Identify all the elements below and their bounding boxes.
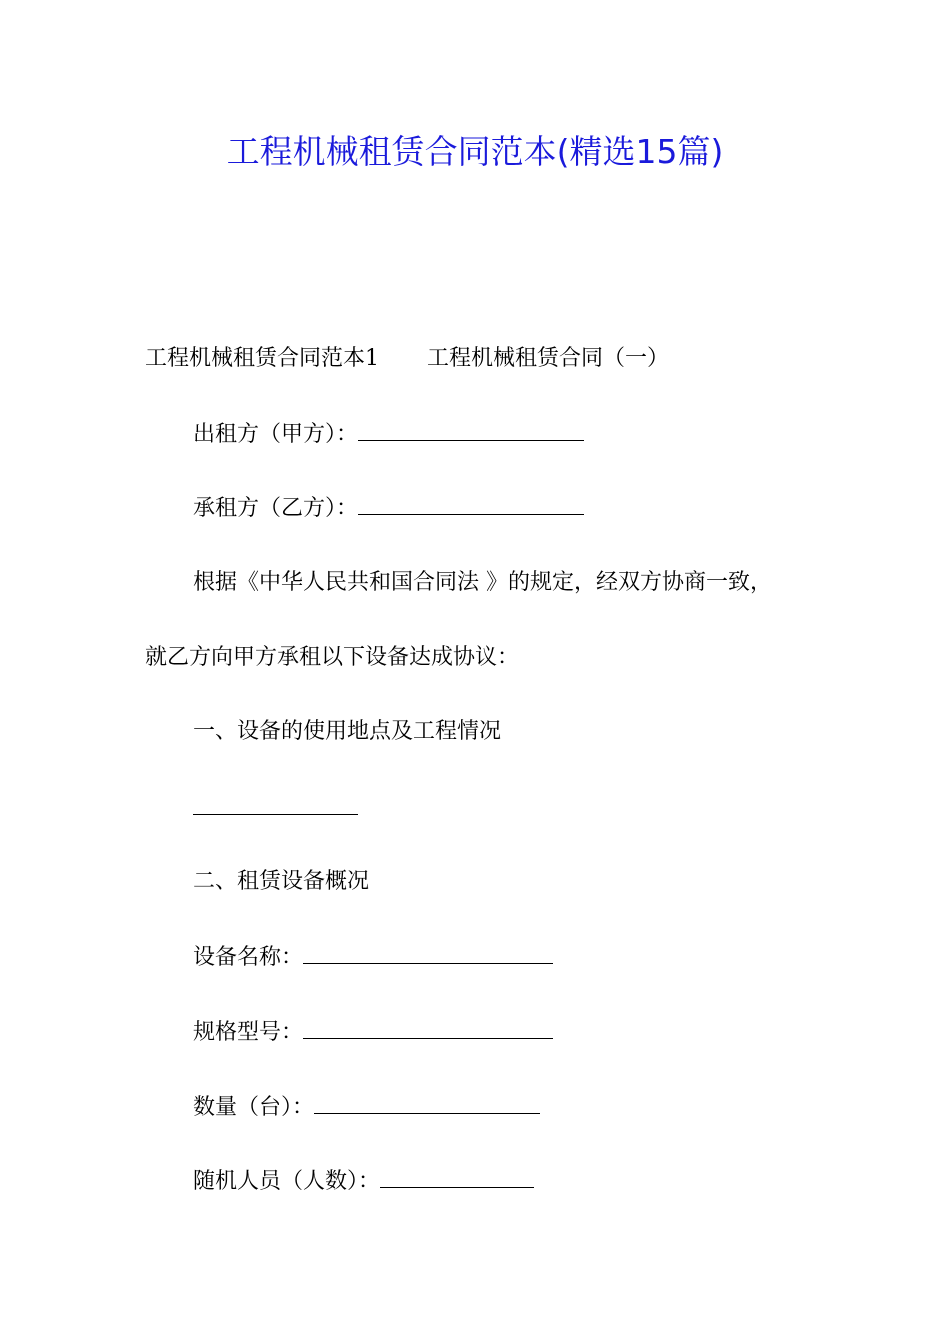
equipment-name-blank xyxy=(303,941,553,964)
heading-right: 工程机械租赁合同（一） xyxy=(427,346,670,371)
staff-label: 随机人员（人数）： xyxy=(193,1169,381,1194)
model-row xyxy=(193,1016,553,1049)
lessor-row xyxy=(193,418,584,451)
equipment-name-row xyxy=(193,941,553,974)
lessee-blank xyxy=(358,492,584,515)
lessee-row xyxy=(193,492,584,525)
equipment-name-label: 设备名称： xyxy=(193,945,304,970)
lessee-label: 承租方（乙方）： xyxy=(193,496,359,521)
lessor-blank xyxy=(358,418,584,441)
model-label: 规格型号： xyxy=(193,1020,304,1045)
quantity-row xyxy=(193,1091,540,1124)
document-title: 工程机械租赁合同范本(精选15篇) xyxy=(226,132,724,171)
section-1-title: 一、设备的使用地点及工程情况 xyxy=(193,719,502,744)
staff-blank xyxy=(380,1165,534,1188)
model-blank xyxy=(303,1016,553,1039)
quantity-label: 数量（台）： xyxy=(193,1095,315,1120)
location-blank xyxy=(193,792,358,815)
intro-line-1: 根据《中华人民共和国合同法 》的规定，经双方协商一致， xyxy=(193,570,772,595)
lessor-label: 出租方（甲方）： xyxy=(193,422,359,447)
contract-heading xyxy=(145,343,669,375)
section-2-title: 二、租赁设备概况 xyxy=(193,869,370,894)
location-row xyxy=(193,792,358,825)
intro-line-2: 就乙方向甲方承租以下设备达成协议： xyxy=(145,645,520,670)
heading-left: 工程机械租赁合同范本1 xyxy=(145,346,379,371)
staff-row xyxy=(193,1165,534,1198)
quantity-blank xyxy=(314,1091,540,1114)
